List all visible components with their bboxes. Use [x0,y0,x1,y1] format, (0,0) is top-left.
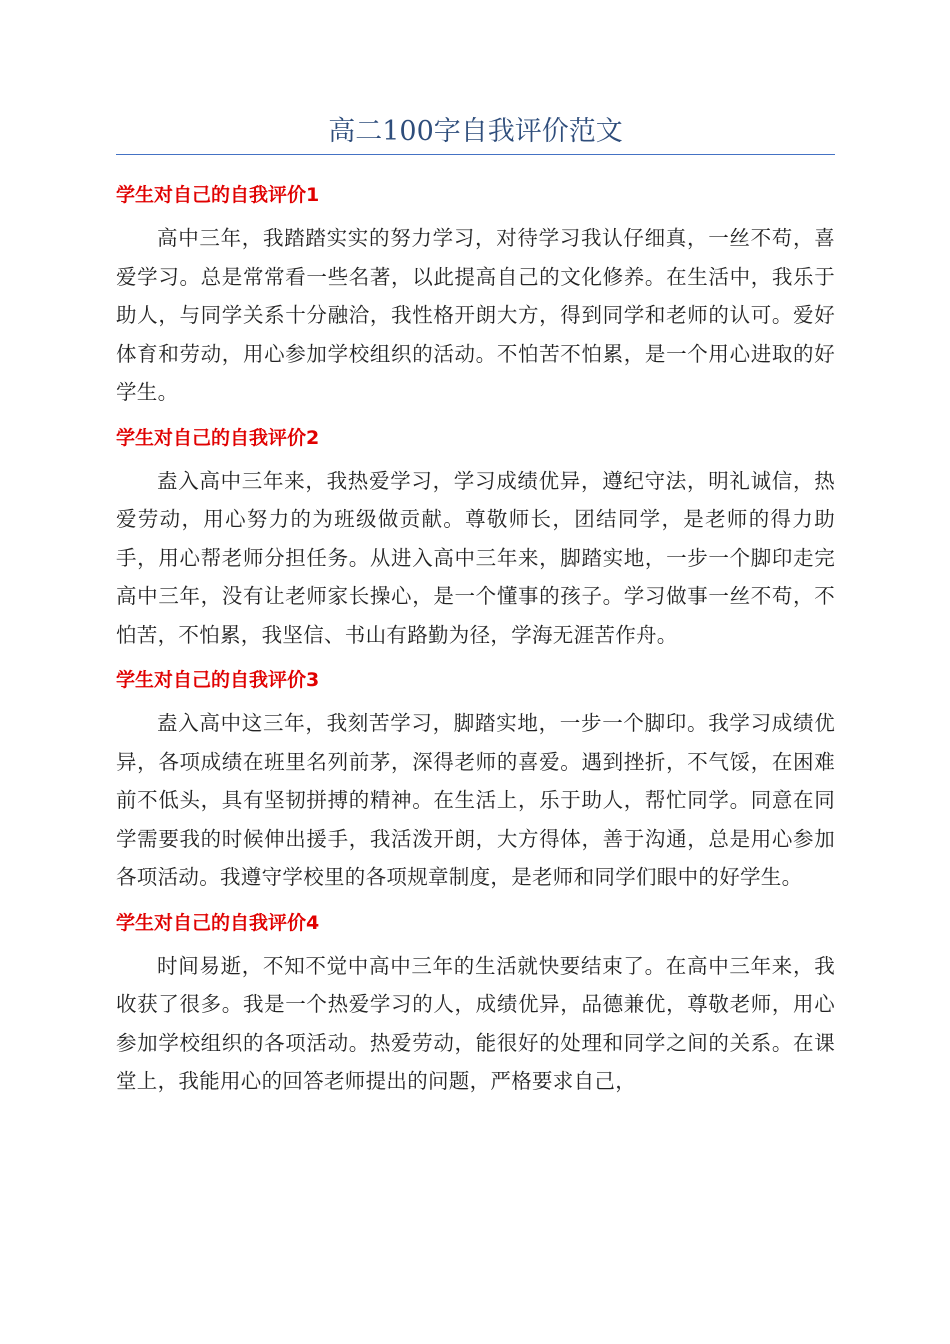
section-1 [116,181,835,412]
section-heading: 学生对自己的自我评价3 [116,669,320,691]
section-heading: 学生对自己的自我评价2 [116,426,320,449]
section-paragraph: 盍入高中这三年，我刻苦学习，脚踏实地，一步一个脚印。我学习成绩优异，各项成绩在班里名列前茅，深得老师的喜爱。遇到挫折，不气馁，在困难前不低头，具有坚韧拼搏的精神。在生活上，乐于助人，帮忙同学。同意在同学需要我的时候伸出援手，我活泼开朗，大方得体，善于沟通，总是用心参加各项活动。我遵守学校里的各项规章制度，是老师和同学们眼中的好学生。 [116,711,835,889]
page-title: 高二100字自我评价范文 [328,116,623,147]
title-underline [116,154,835,155]
section-paragraph: 盍入高中三年来，我热爱学习，学习成绩优异，遵纪守法，明礼诚信，热爱劳动，用心努力的为班级做贡献。尊敬师长，团结同学，是老师的得力助手，用心帮老师分担任务。从进入高中三年来，脚踏实地，一步一个脚印走完高中三年，没有让老师家长操心，是一个懂事的孩子。学习做事一丝不苟，不怕苦，不怕累，我坚信、书山有路勤为径，学海无涯苦作舟。 [116,468,835,647]
section-paragraph: 时间易逝，不知不觉中高中三年的生活就快要结束了。在高中三年来，我收获了很多。我是一个热爱学习的人，成绩优异，品德兼优，尊敬老师，用心参加学校组织的各项活动。热爱劳动，能很好的处理和同学之间的关系。在课堂上，我能用心的回答老师提出的问题，严格要求自己， [116,953,835,1093]
document-body [116,174,835,1113]
section-heading: 学生对自己的自我评价4 [116,911,320,934]
section-heading: 学生对自己的自我评价1 [116,184,320,206]
section-paragraph: 高中三年，我踏踏实实的努力学习，对待学习我认仔细真，一丝不苟，喜爱学习。总是常常看一些名著，以此提高自己的文化修养。在生活中，我乐于助人，与同学关系十分融洽，我性格开朗大方，得到同学和老师的认可。爱好体育和劳动，用心参加学校组织的活动。不怕苦不怕累，是一个用心进取的好学生。 [116,226,835,404]
section-3 [116,666,835,897]
section-2 [116,424,835,655]
section-4 [116,909,835,1101]
